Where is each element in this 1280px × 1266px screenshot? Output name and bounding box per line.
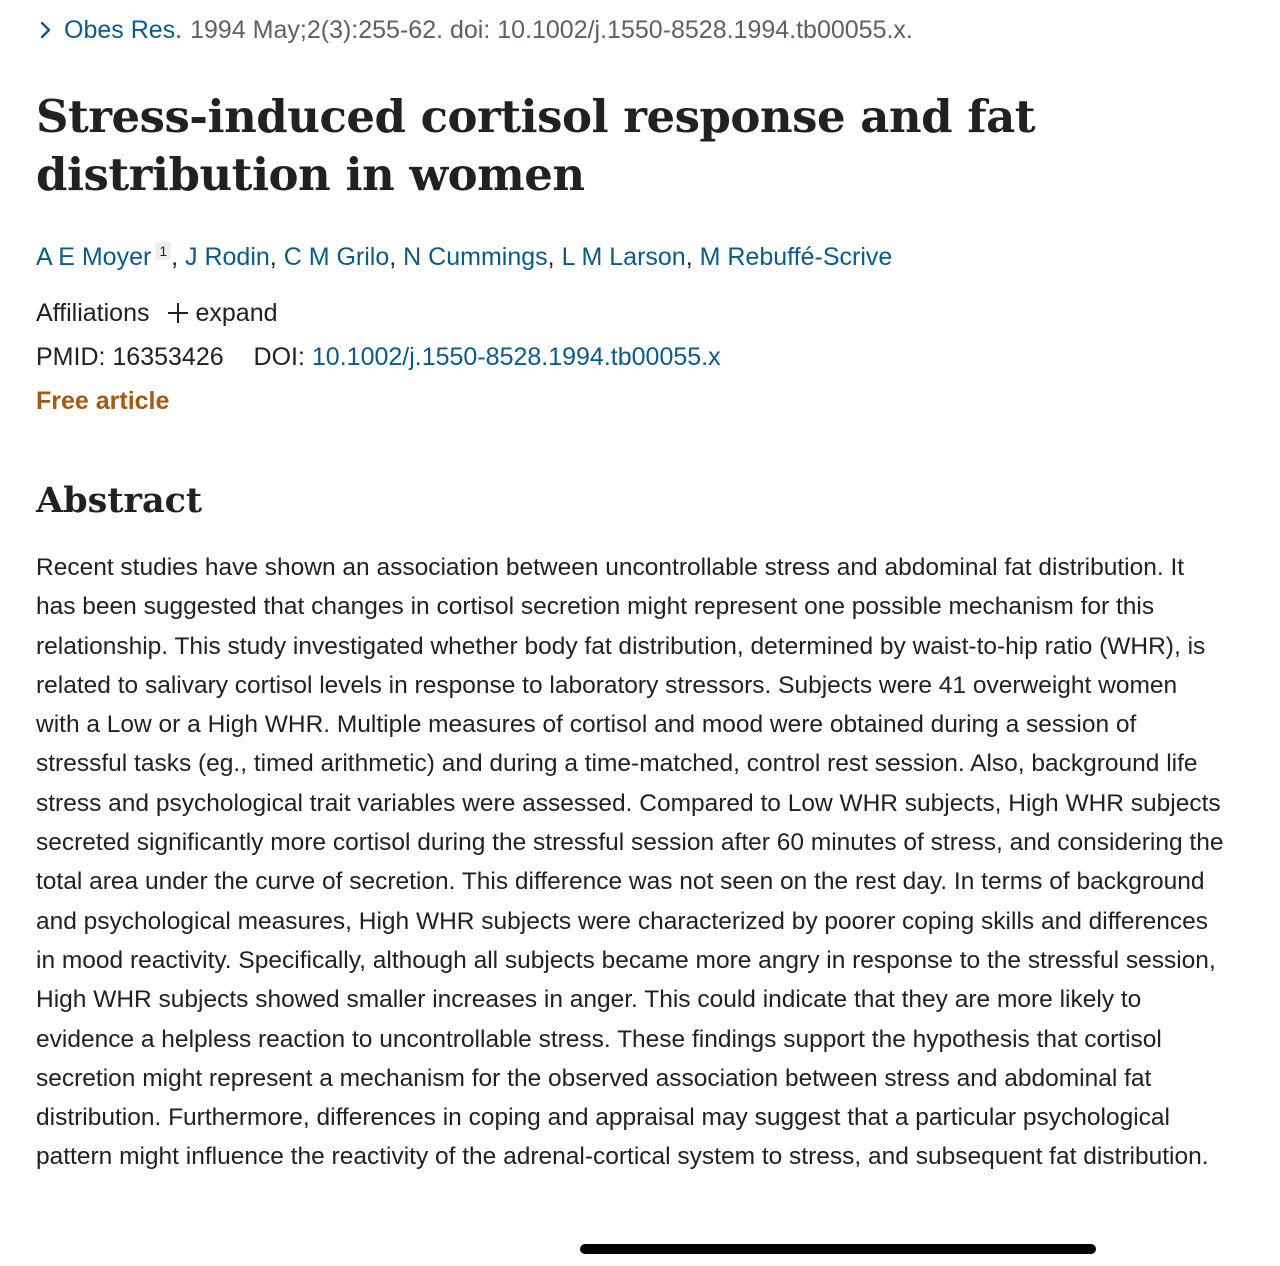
citation-line xyxy=(36,12,1226,48)
author-separator: , xyxy=(269,243,284,271)
author-link[interactable]: M Rebuffé-Scrive xyxy=(699,243,893,271)
chevron-right-icon[interactable] xyxy=(36,20,56,40)
home-indicator[interactable] xyxy=(580,1244,1096,1254)
article-page xyxy=(36,12,1226,1177)
doi-label: DOI: xyxy=(253,343,305,371)
journal-link[interactable]: Obes Res. xyxy=(64,16,183,44)
article-title: Stress-induced cortisol response and fat distribution in women xyxy=(36,90,1036,201)
author-separator: , xyxy=(547,243,562,271)
affiliation-marker[interactable]: 1 xyxy=(155,242,171,260)
identifiers-row xyxy=(36,340,1226,374)
author-list xyxy=(36,240,1226,274)
affiliations-label: Affiliations xyxy=(36,299,150,327)
expand-button[interactable]: expand xyxy=(195,299,278,327)
plus-icon[interactable] xyxy=(168,303,188,323)
author-separator: , xyxy=(389,243,404,271)
pmid-label: PMID: xyxy=(36,343,106,371)
author-link[interactable]: J Rodin xyxy=(185,243,270,271)
affiliations-row xyxy=(36,296,1226,330)
author-separator: , xyxy=(685,243,700,271)
citation-details: 1994 May;2(3):255-62. doi: 10.1002/j.1550-8528.1994.tb00055.x. xyxy=(190,16,913,44)
pmid-value: 16353426 xyxy=(112,343,224,371)
author-link[interactable]: N Cummings xyxy=(403,243,548,271)
doi-link[interactable]: 10.1002/j.1550-8528.1994.tb00055.x xyxy=(311,343,721,371)
author-link[interactable]: C M Grilo xyxy=(283,243,390,271)
author-separator: , xyxy=(171,243,186,271)
abstract-text: Recent studies have shown an association between uncontrollable stress and abdominal fat distribution. It has been suggested that changes in cortisol secretion might represent one possible mechanism for this relationship. This study investigated whether body fat distribution, determined by waist-to-hip ratio (WHR), is related to salivary cortisol levels in response to laboratory stressors. Subjects were 41 overweight women with a Low or a High WHR. Multiple measures of cortisol and mood were obtained during a session of stressful tasks (eg., timed arithmetic) and during a time-matched, control rest session. Also, background life stress and psychological trait variables were assessed. Compared to Low WHR subjects, High WHR subjects secreted significantly more cortisol during the stressful session after 60 minutes of stress, and considering the total area under the curve of secretion. This difference was not seen on the rest day. In terms of background and psychological measures, High WHR subjects were characterized by poorer coping skills and differences in mood reactivity. Specifically, although all subjects became more angry in response to the stressful session, High WHR subjects showed smaller increases in anger. This could indicate that they are more likely to evidence a helpless reaction to uncontrollable stress. These findings support the hypothesis that cortisol secretion might represent a mechanism for the observed association between stress and abdominal fat distribution. Furthermore, differences in coping and appraisal may suggest that a particular psychological pattern might influence the reactivity of the adrenal-cortical system to stress, and subsequent fat distribution. xyxy=(36,554,1224,1171)
abstract-heading: Abstract xyxy=(36,480,203,521)
free-article-badge[interactable]: Free article xyxy=(36,387,170,415)
author-link[interactable]: L M Larson xyxy=(561,243,686,271)
author-link[interactable]: A E Moyer xyxy=(36,243,152,271)
